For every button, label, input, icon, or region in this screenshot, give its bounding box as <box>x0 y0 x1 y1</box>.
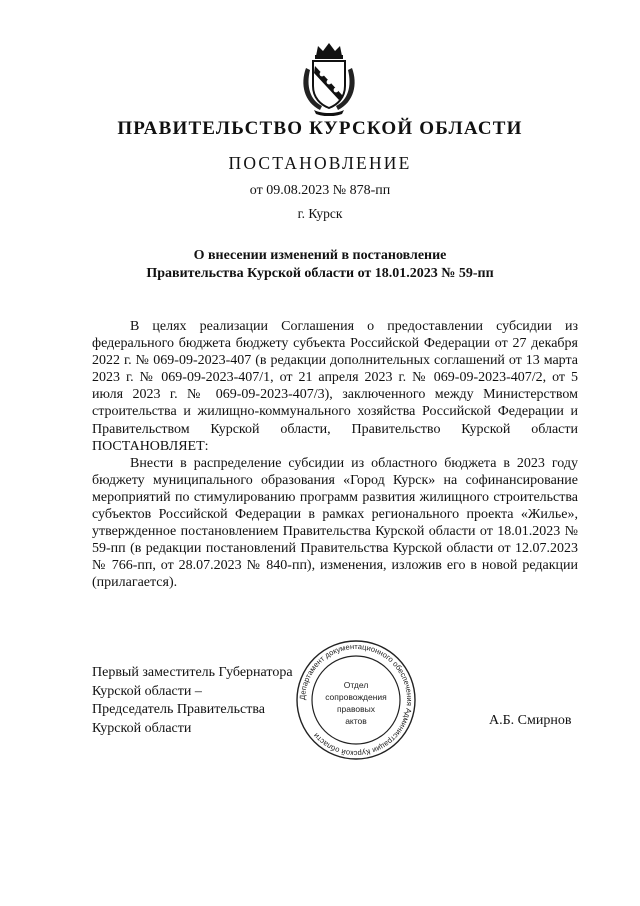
document-type: ПОСТАНОВЛЕНИЕ <box>228 153 412 173</box>
subject-line-2: Правительства Курской области от 18.01.2023 № 59-пп <box>146 266 494 281</box>
coat-of-arms-emblem <box>296 40 362 116</box>
stamp-ring-text: Департамент документационного обеспечения Администрации Курской области <box>297 641 415 759</box>
stamp-center-line-4: актов <box>345 716 367 726</box>
document-body <box>92 318 578 592</box>
stamp-center-line-3: правовых <box>336 704 376 714</box>
document-number: от 09.08.2023 № 878-пп <box>249 183 391 198</box>
stamp-center-line-1: Отдел <box>343 680 369 690</box>
stamp-center-line-2: сопровождения <box>325 692 387 702</box>
city: г. Курск <box>297 206 343 221</box>
subject-line-1: О внесении изменений в постановление <box>193 248 447 263</box>
document-subject <box>0 247 640 283</box>
department-stamp <box>294 638 418 762</box>
signatory-title-line-2: Курской области – <box>92 683 202 699</box>
signatory-title-line-4: Курской области <box>92 720 192 736</box>
signatory-name: А.Б. Смирнов <box>489 713 572 728</box>
organization-name: ПРАВИТЕЛЬСТВО КУРСКОЙ ОБЛАСТИ <box>117 118 523 139</box>
signatory-title-line-3: Председатель Правительства <box>92 702 265 717</box>
body-paragraph-1: В целях реализации Соглашения о предоставлении субсидии из федерального бюджета бюджету субъекта Российской Федерации от 27 декабря 2022 г. № 069-09-2023-407 (в редакции дополнительных соглашений от 13 марта 2023 г. № 069-09-2023-407/1, от 21 апреля 2023 г. № 069-09-2023-407/2, от 5 июля 2023 г. № 069-09-2023-407/3), заключенного между Министерством строительства и жилищно-коммунального хозяйства Российской Федерации и Правительством Курской области, Правительство Курской области ПОСТАНОВЛЯЕТ: <box>92 319 578 454</box>
signatory-title-line-1: Первый заместитель Губернатора <box>92 665 293 680</box>
body-paragraph-2: Внести в распределение субсидии из областного бюджета в 2023 году бюджету муниципального образования «Город Курск» на софинансирование мероприятий по стимулированию программ развития жилищного строительства субъектов Российской Федерации в рамках регионального проекта «Жилье», утвержденное постановлением Правительства Курской области от 18.01.2023 № 59-пп (в редакции постановлений Правительства Курской области от 12.07.2023 № 766-пп, от 28.07.2023 № 840-пп), изменения, изложив его в новой редакции (прилагается). <box>92 455 578 591</box>
